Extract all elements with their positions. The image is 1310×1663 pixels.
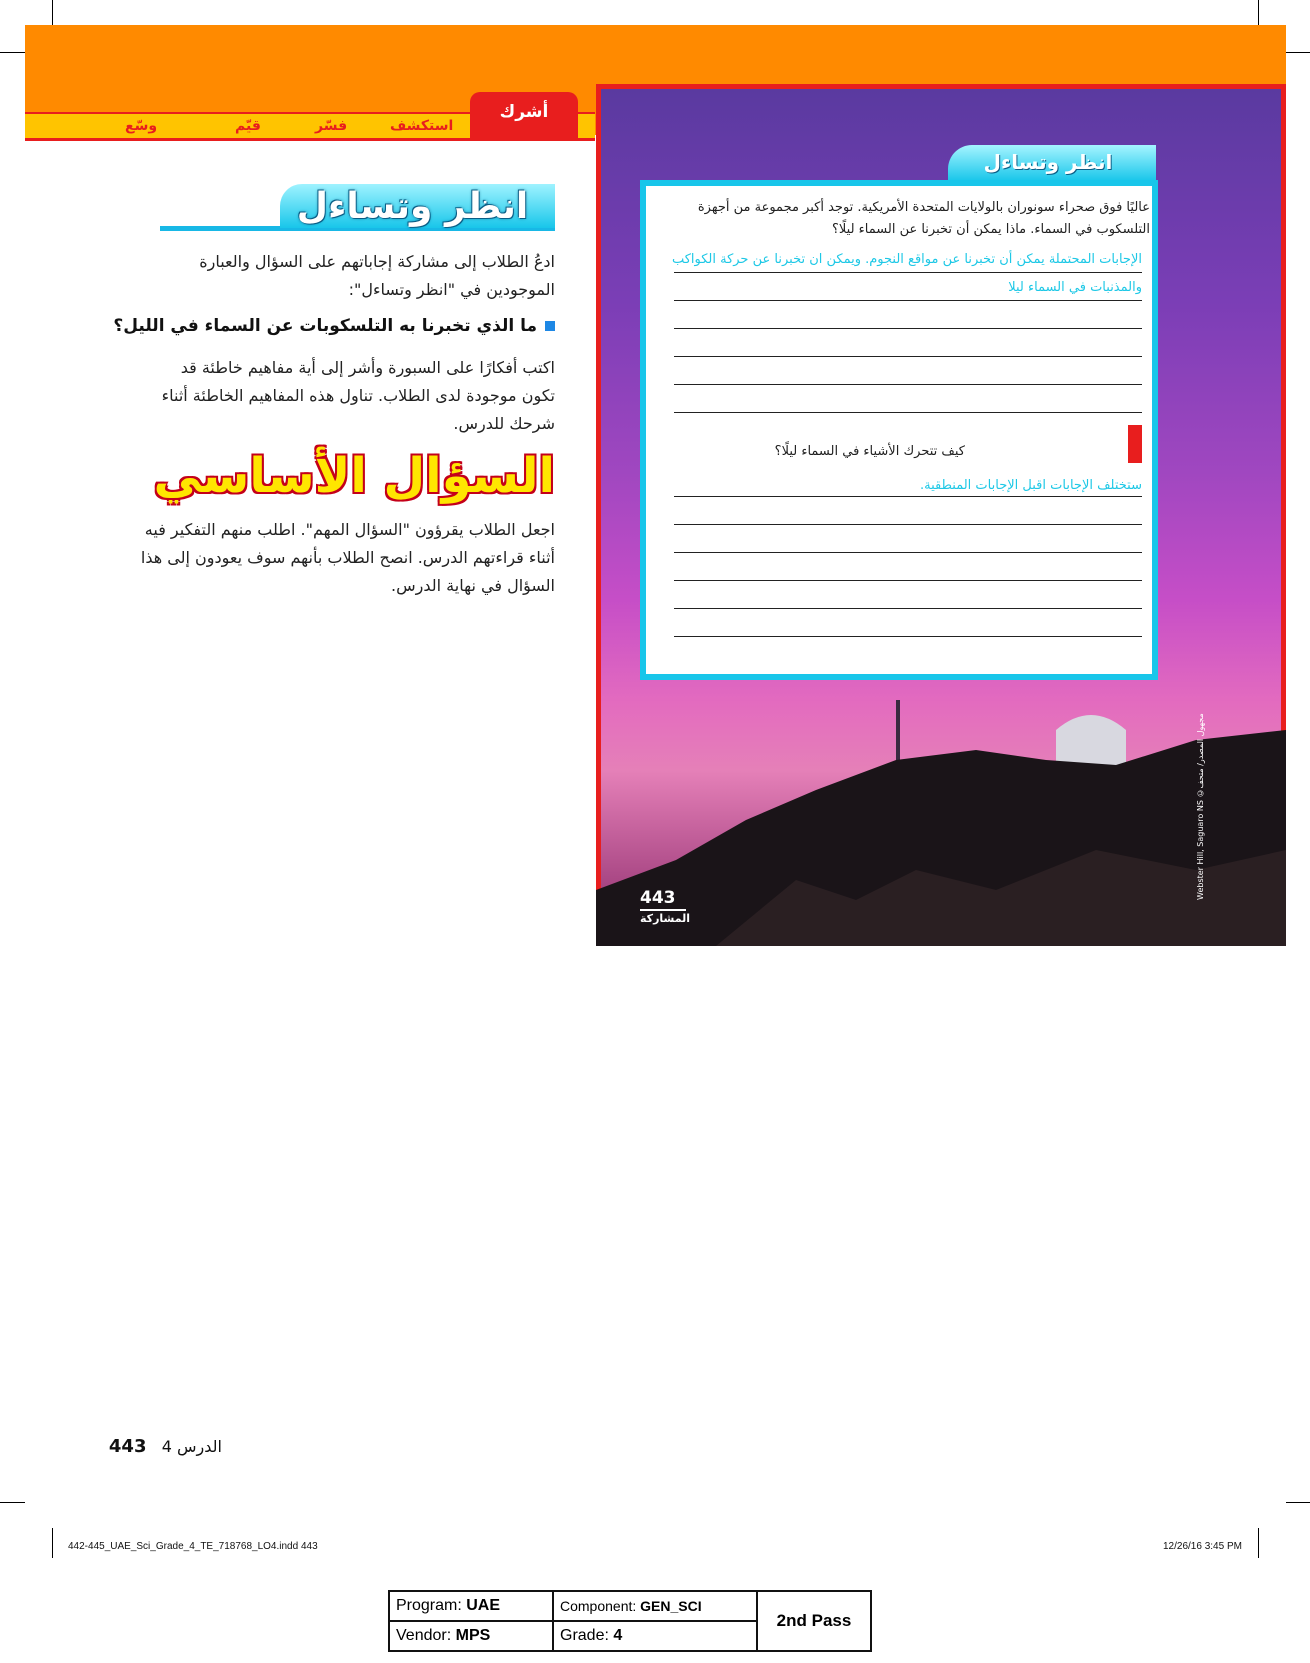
crop-mark [1286, 1502, 1310, 1503]
component-cell [553, 1591, 757, 1621]
write-line [674, 356, 1142, 357]
pass-cell: 2nd Pass [757, 1591, 871, 1651]
essential-question-title: السؤال الأساسي [153, 448, 555, 504]
intro-line: الموجودين في "انظر وتساءل": [348, 280, 555, 299]
write-line [674, 524, 1142, 525]
write-line [674, 300, 1142, 301]
write-line [674, 328, 1142, 329]
write-line [674, 636, 1142, 637]
tab-evaluate[interactable]: قيّم [235, 118, 261, 134]
crop-mark [52, 1528, 53, 1558]
vendor-cell [389, 1621, 553, 1651]
panel-question: كيف تتحرك الأشياء في السماء ليلًا؟ [774, 444, 965, 459]
bullet-question [113, 316, 555, 336]
crop-mark [0, 52, 25, 53]
write-line [674, 412, 1142, 413]
folio [109, 1436, 222, 1457]
paragraph-line: تكون موجودة لدى الطلاب. تناول هذه المفاهيم الخاطئة أثناء [161, 386, 555, 405]
vendor-value: MPS [455, 1627, 491, 1644]
write-line [674, 580, 1142, 581]
panel-prompt-line: التلسكوب في السماء. ماذا يمكن أن تخبرنا عن السماء ليلًا؟ [832, 222, 1150, 237]
bullet-square-icon [545, 321, 555, 331]
crop-mark [1258, 1528, 1259, 1558]
photo-page-number [640, 888, 686, 911]
component-value: GEN_SCI [640, 1598, 702, 1614]
grade-value: 4 [613, 1627, 623, 1644]
tab-explore[interactable]: استكشف [390, 118, 454, 134]
lesson-label: الدرس 4 [161, 1437, 222, 1456]
panel-answer-line: الإجابات المحتملة يمكن أن تخبرنا عن مواقع النجوم. ويمكن ان تخبرنا عن حركة الكواكب [671, 252, 1142, 267]
page-number-underline [640, 909, 686, 911]
vendor-label: Vendor: [396, 1627, 452, 1644]
write-line [674, 384, 1142, 385]
paragraph-line: السؤال في نهاية الدرس. [391, 576, 555, 595]
tab-extend[interactable]: وسّع [125, 118, 158, 134]
question-text: ما الذي تخبرنا به التلسكوبات عن السماء في الليل؟ [113, 316, 537, 336]
photo-credit: Webster Hill, Saguaro NS ©مجهول المصدر/ متحف [1196, 713, 1205, 900]
program-label: Program: [396, 1597, 462, 1614]
tab-explain[interactable]: فسّر [315, 118, 348, 134]
paragraph-line: أثناء قراءتهم الدرس. انصح الطلاب بأنهم سوف يعودون إلى هذا [140, 548, 555, 567]
write-line [674, 608, 1142, 609]
red-marker [1128, 425, 1142, 463]
program-value: UAE [466, 1597, 501, 1614]
panel-tab-title: انظر وتساءل [983, 150, 1113, 174]
photo-page-label: المشاركة [640, 912, 690, 925]
heading-text: انظر وتساءل [296, 186, 529, 227]
write-line [674, 272, 1142, 273]
grade-label: Grade: [560, 1627, 609, 1644]
write-line [674, 552, 1142, 553]
paragraph-line: اجعل الطلاب يقرؤون "السؤال المهم". اطلب منهم التفكير فيه [144, 520, 555, 539]
program-cell [389, 1591, 553, 1621]
panel-prompt-line: عاليًا فوق صحراء سونوران بالولايات المتحدة الأمريكية. توجد أكبر مجموعة من أجهزة [697, 200, 1150, 215]
job-info-table [388, 1590, 872, 1652]
crop-mark [1286, 52, 1310, 53]
component-label: Component: [560, 1598, 637, 1614]
paragraph-line: اكتب أفكارًا على السبورة وأشر إلى أية مفاهيم خاطئة قد [180, 358, 555, 377]
slug-file: 442-445_UAE_Sci_Grade_4_TE_718768_LO4.indd 443 [68, 1541, 318, 1552]
slug-date: 12/26/16 3:45 PM [1163, 1541, 1242, 1552]
intro-line: ادعُ الطلاب إلى مشاركة إجاباتهم على السؤال والعبارة [199, 252, 555, 271]
crop-mark [0, 1502, 25, 1503]
observatory-hill [596, 700, 1286, 946]
folio-number: 443 [108, 1436, 147, 1457]
write-line [674, 496, 1142, 497]
grade-cell [553, 1621, 757, 1651]
paragraph-line: شرحك للدرس. [453, 414, 555, 433]
panel-answer-line: والمذنبات في السماء ليلا [1008, 280, 1142, 295]
panel-answer-line: ستختلف الإجابات اقبل الإجابات المنطقية. [920, 478, 1142, 493]
tab-engage[interactable]: أشرك [470, 92, 578, 138]
page-number-text: 443 [640, 888, 676, 908]
